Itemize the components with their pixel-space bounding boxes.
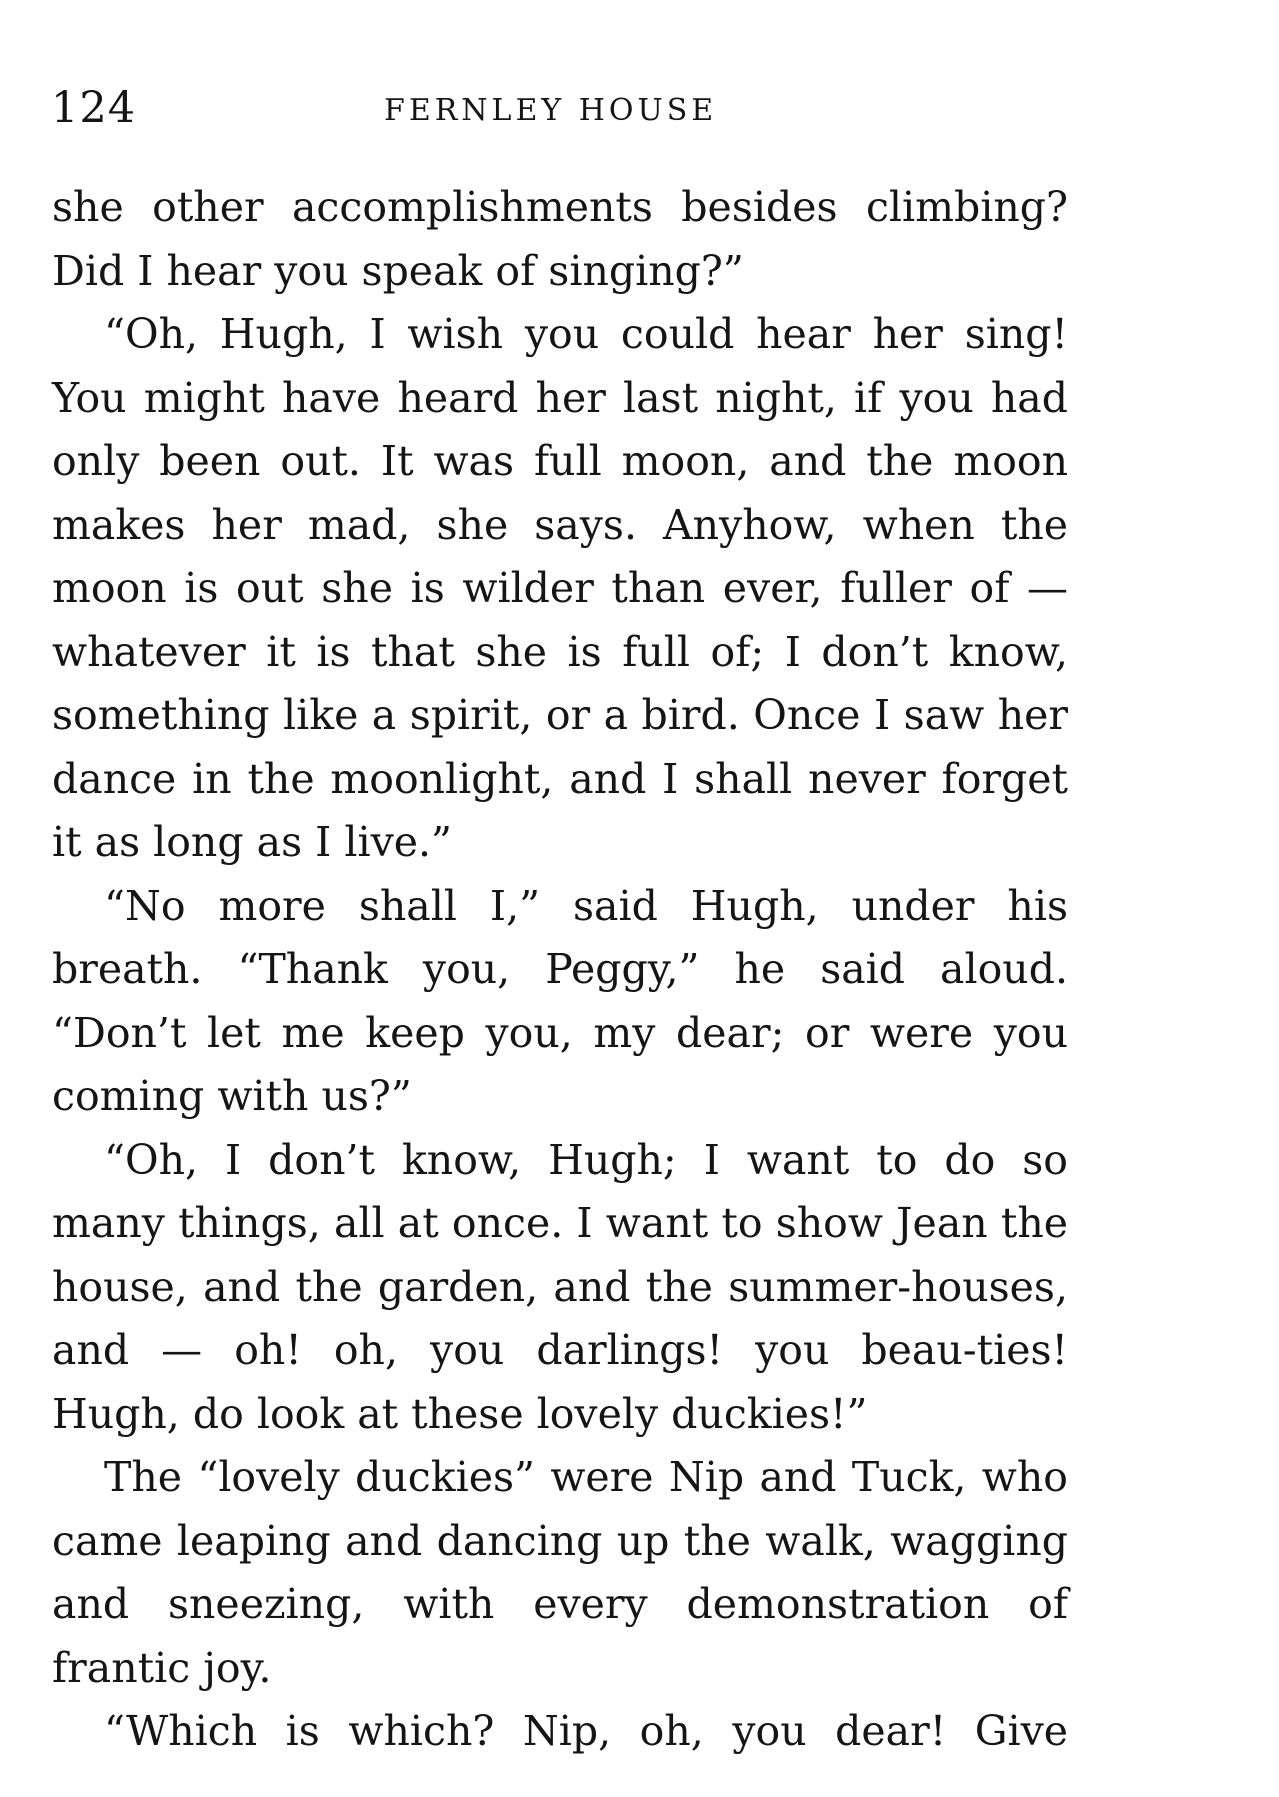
page-header <box>51 78 1071 138</box>
body-text <box>52 176 1068 1764</box>
paragraph: “No more shall I,” said Hugh, under his breath. “Thank you, Peggy,” he said aloud. “Don’t let me keep you, my dear; or were you coming with us?” <box>52 881 1068 1120</box>
paragraph: she other accomplishments besides climbing? Did I hear you speak of singing?” <box>52 183 1068 295</box>
page-number: 124 <box>51 83 137 133</box>
paragraph: “Oh, I don’t know, Hugh; I want to do so many things, all at once. I want to show Jean the house, and the garden, and the summer-houses, and — oh! oh, you darlings! you beau-ties! Hugh, do look at these lovely duckies!” <box>52 1135 1068 1438</box>
paragraph: “Which is which? Nip, oh, you dear! Give <box>104 1707 1068 1755</box>
paragraph: “Oh, Hugh, I wish you could hear her sing! You might have heard her last night, if you had only been out. It was full moon, and the moon makes her mad, she says. Anyhow, when the moon is out she is wilder than ever, fuller of — whatever it is that she is full of; I don’t know, something like a spirit, or a bird. Once I saw her dance in the moonlight, and I shall never forget it as long as I live.” <box>52 310 1068 866</box>
paragraph: The “lovely duckies” were Nip and Tuck, who came leaping and dancing up the walk, wagging and sneezing, with every demonstration of frantic joy. <box>52 1453 1068 1692</box>
running-head: FERNLEY HOUSE <box>384 93 718 128</box>
